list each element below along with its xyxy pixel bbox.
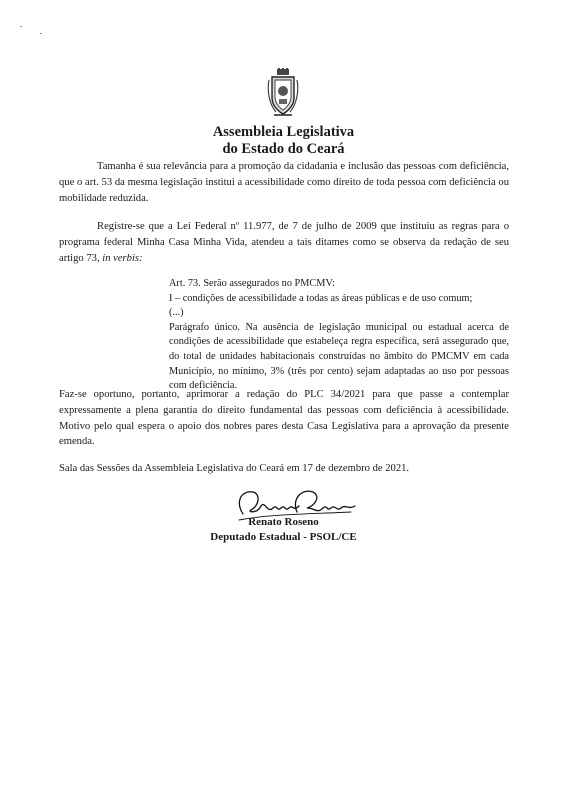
- quote-article-heading: Art. 73. Serão assegurados no PMCMV:: [169, 278, 335, 289]
- header-title-line2: do Estado do Ceará: [222, 141, 345, 157]
- signer-name: Renato Roseno: [248, 516, 319, 528]
- closing-line: Sala das Sessões da Assembleia Legislativa do Ceará em 17 de dezembro de 2021.: [59, 463, 410, 474]
- paragraph-federal-law: [59, 219, 509, 266]
- signer-role: Deputado Estadual - PSOL/CE: [210, 531, 357, 543]
- in-verbis-text: in verbis:: [102, 252, 143, 264]
- scan-speck: [40, 33, 42, 34]
- coat-of-arms-emblem: [266, 68, 300, 118]
- quoted-article: [169, 277, 509, 394]
- header-title-line1: Assembleia Legislativa: [212, 124, 355, 140]
- scan-speck: [20, 26, 22, 27]
- quote-ellipsis: (...): [169, 307, 184, 319]
- paragraph-conclusion: Faz-se oportuno, portanto, aprimorar a redação do PLC 34/2021 para que passe a contemplar expressamente a plena garantia do direito fundamental das pessoas com deficiência à acessibilidade. Motivo pelo qual espera o apoio dos nobres pares desta Casa Legislativa para a aprovação da presente emenda.: [59, 389, 509, 448]
- paragraph-relevance: Tamanha é sua relevância para a promoção da cidadania e inclusão das pessoas com deficiência, que o art. 53 da mesma legislação institui a acessibilidade como direito de toda pessoa com deficiência ou mobilidade reduzida.: [59, 161, 509, 204]
- quote-sole-paragraph: Parágrafo único. Na ausência de legislação municipal ou estadual acerca de condições de acessibilidade que estabeleça regra específica, será assegurado que, do total de unidades habitacionais construídas no âmbito do PMCMV em cada Município, no mínimo, 3% (três por cento) sejam adaptadas ao uso por pessoas com deficiência.: [169, 321, 509, 392]
- paragraph-federal-law-text: Registre-se que a Lei Federal nº 11.977, de 7 de julho de 2009 que instituiu as regras para o programa federal Minha Casa Minha Vida, atendeu a tais ditames como se observa da redação de seu artigo 73,: [59, 221, 509, 264]
- quote-item-one: I – condições de acessibilidade a todas as áreas públicas e de uso comum;: [169, 292, 473, 304]
